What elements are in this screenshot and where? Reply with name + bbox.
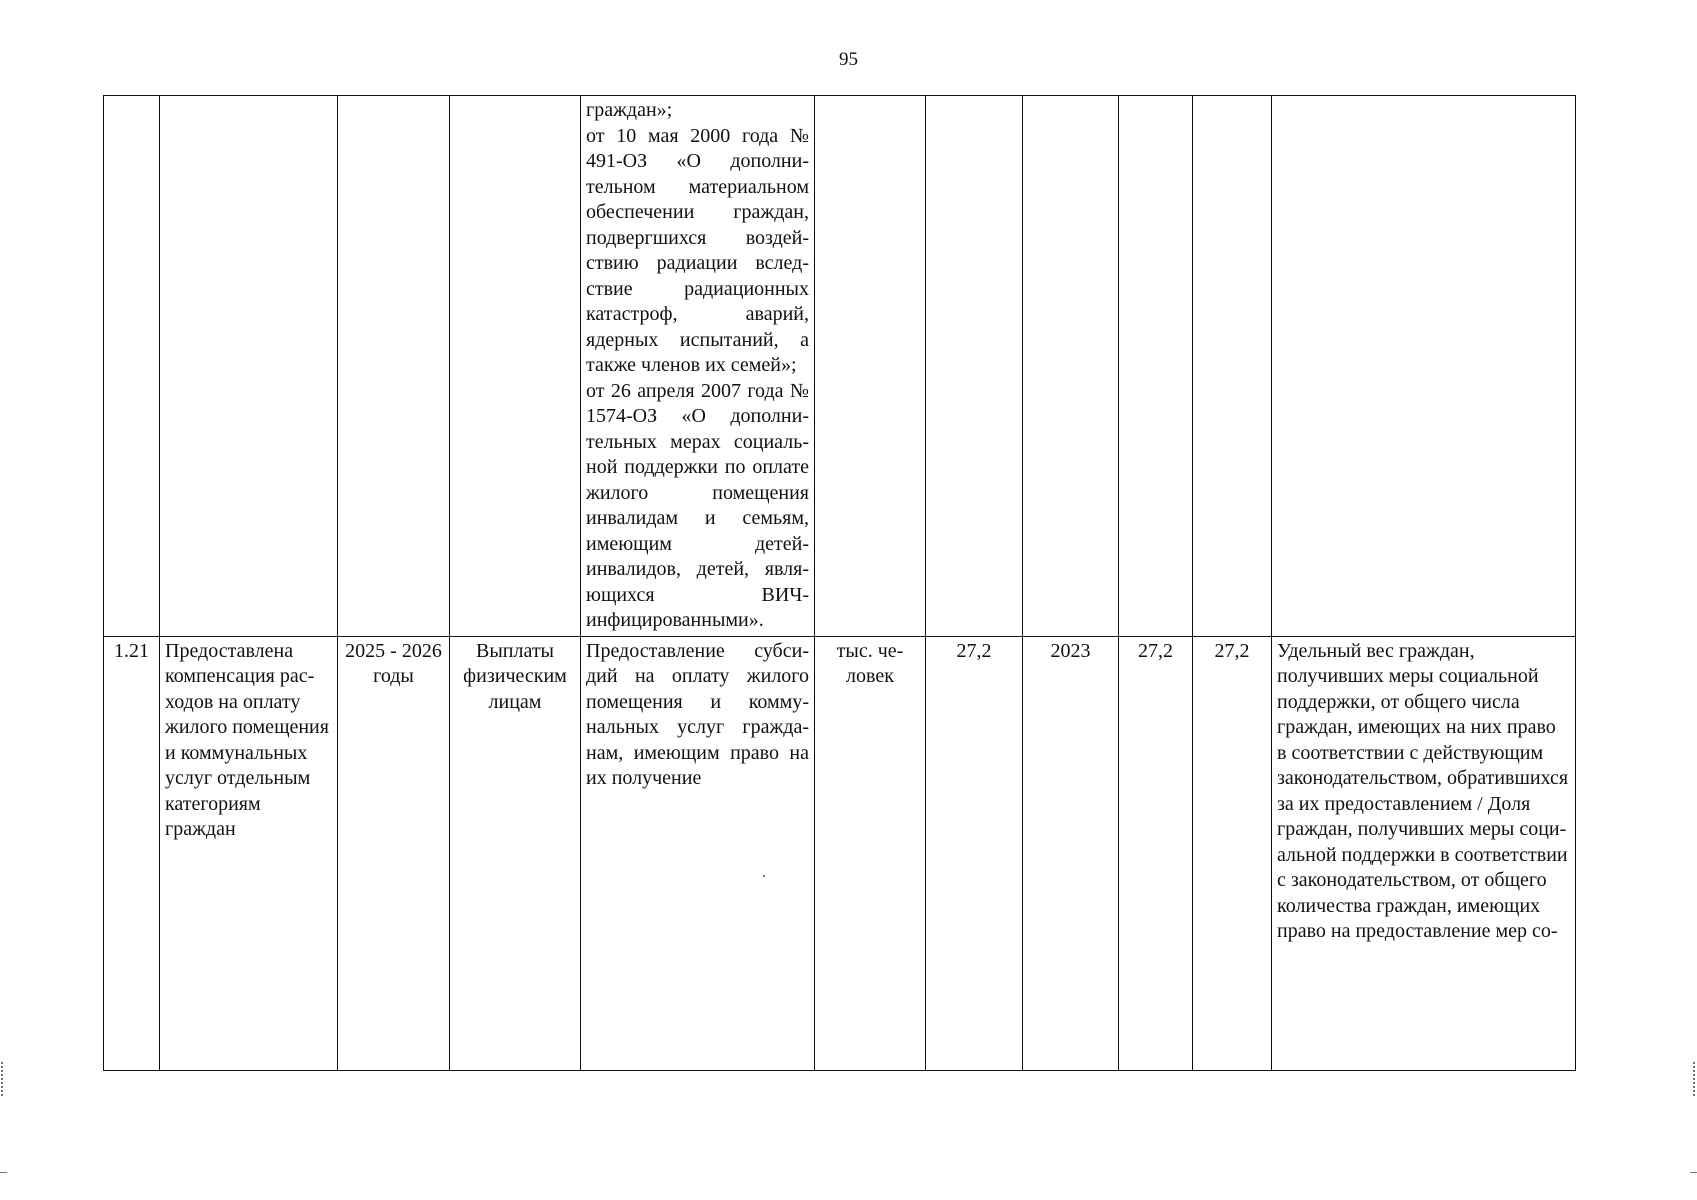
- legal-act-paragraph: от 10 мая 2000 года № 491-ОЗ «О дополнительном материальном обеспечении граждан, подвергшихся воздействию радиации вследствие радиационных катастроф, аварий, ядерных испытаний, а также членов их семей»;: [586, 124, 809, 376]
- cell-indicator: [1272, 96, 1576, 637]
- period-text: 2025 - 2026 годы: [338, 636, 450, 1070]
- cell-type: [450, 96, 581, 637]
- table-row-1-21: [104, 636, 1576, 1070]
- cell-value-2025: [1119, 96, 1193, 637]
- characteristic-text: Предоставление субсидий на оплату жилого помещения и коммунальных услуг гражданам, имеющим право на их получение: [581, 636, 815, 1070]
- cell-base-value: [926, 96, 1023, 637]
- cell-legal-acts: [581, 96, 815, 637]
- table-row-continuation: [104, 96, 1576, 637]
- page-number: 95: [839, 49, 858, 70]
- indicator-text: Удельный вес граждан, получивших меры социальной поддержки, от общего числа граждан, имеющих на них право в соответствии с действующим законодательством, обратившихся за их предоставлением / Доля граждан, получивших меры социальной поддержки в соответствии с законодательством, от общего количества граждан, имеющих право на предоставление мер со-: [1272, 636, 1576, 1070]
- base-value: 27,2: [926, 636, 1023, 1070]
- cell-value-2026: [1193, 96, 1272, 637]
- type-text: Выплаты физическим лицам: [450, 636, 581, 1070]
- scan-speck: [763, 875, 765, 877]
- unit-text: тыс. человек: [815, 636, 926, 1070]
- cell-base-year: [1023, 96, 1119, 637]
- legal-act-paragraph: граждан»;: [586, 99, 673, 121]
- legal-act-paragraph: от 26 апреля 2007 года № 1574-ОЗ «О дополнительных мерах социальной поддержки по оплате жилого помещения инвалидам и семьям, имеющим детей-инвалидов, детей, являющихся ВИЧ-инфицированными».: [586, 379, 809, 631]
- cell-result: [160, 96, 338, 637]
- base-year: 2023: [1023, 636, 1119, 1070]
- row-number: 1.21: [104, 636, 160, 1070]
- value-2026: 27,2: [1193, 636, 1272, 1070]
- cell-period: [338, 96, 450, 637]
- cell-number: [104, 96, 160, 637]
- scan-dash-right: [1690, 1172, 1697, 1173]
- result-text: Предоставлена компенсация расходов на оплату жилого помещения и коммунальных услуг отдельным категориям граждан: [160, 636, 338, 1070]
- measures-table: [103, 95, 1576, 1071]
- scan-edge-mark-right: [1693, 1062, 1697, 1096]
- value-2025: 27,2: [1119, 636, 1193, 1070]
- scan-edge-mark-left: [1, 1062, 5, 1096]
- scan-dash-left: [0, 1172, 7, 1173]
- cell-unit: [815, 96, 926, 637]
